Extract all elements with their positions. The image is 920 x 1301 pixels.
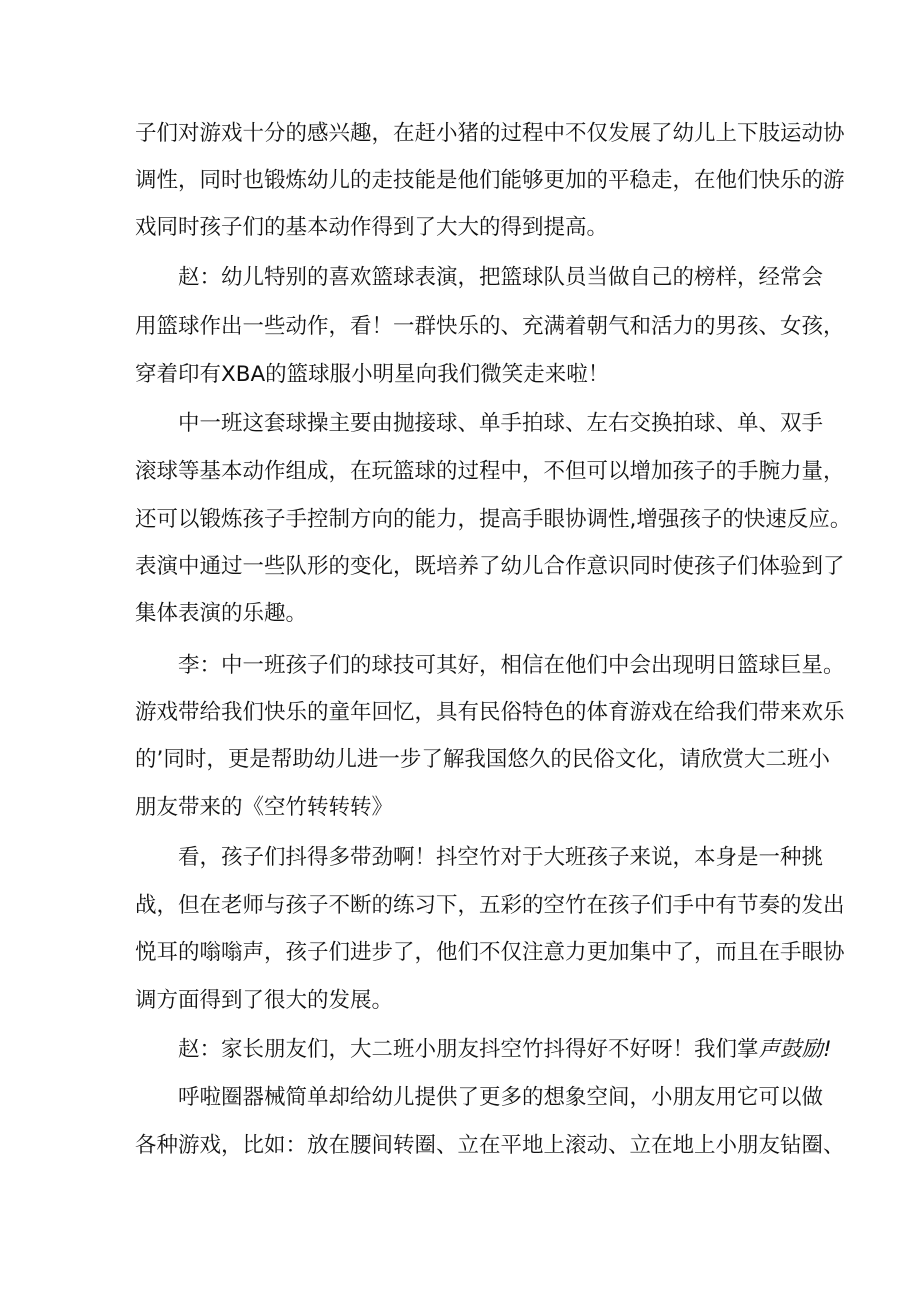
- paragraph-text: 赵：家长朋友们，大二班小朋友抖空竹抖得好不好呀！我们掌: [178, 1037, 759, 1062]
- paragraph-line: 悦耳的嗡嗡声，孩子们进步了，他们不仅注意力更加集中了，而且在手眼协: [135, 940, 845, 965]
- paragraph-line: 战，但在老师与孩子不断的练习下，五彩的空竹在孩子们手中有节奏的发出: [135, 893, 845, 918]
- paragraph-line: 用篮球作出一些动作，看！一群快乐的、充满着朝气和活力的男孩、女孩，: [135, 314, 845, 339]
- paragraph-line: 朋友带来的《空竹转转转》: [135, 795, 394, 820]
- paragraph-line: 还可以锻炼孩子手控制方向的能力，提高手眼协调性,增强孩子的快速反应。: [135, 507, 852, 532]
- paragraph-line: 调性，同时也锻炼幼儿的走技能是他们能够更加的平稳走，在他们快乐的游: [135, 168, 845, 193]
- paragraph-line: 看，孩子们抖得多带劲啊！抖空竹对于大班孩子来说，本身是一种挑: [178, 845, 824, 870]
- paragraph-line: 穿着印有XBA的篮球服小明星向我们微笑走来啦！: [135, 362, 610, 387]
- paragraph-line: 中一班这套球操主要由抛接球、单手拍球、左右交换拍球、单、双手: [178, 411, 824, 436]
- paragraph-line: 滚球等基本动作组成，在玩篮球的过程中，不但可以增加孩子的手腕力量，: [135, 459, 845, 484]
- paragraph-line: 子们对游戏十分的感兴趣，在赶小猪的过程中不仅发展了幼儿上下肢运动协: [135, 121, 845, 146]
- paragraph-line: 集体表演的乐趣。: [135, 601, 308, 626]
- paragraph-line: [178, 1036, 832, 1064]
- emphasis-text: 声鼓励!: [758, 1037, 832, 1062]
- paragraph-line: 调方面得到了很大的发展。: [135, 988, 394, 1013]
- paragraph-line: 李：中一班孩子们的球技可其好，相信在他们中会出现明日篮球巨星。: [178, 653, 845, 678]
- paragraph-line: 各种游戏，比如：放在腰间转圈、立在平地上滚动、立在地上小朋友钻圈、: [135, 1133, 845, 1158]
- paragraph-line: 游戏带给我们快乐的童年回忆，具有民俗特色的体育游戏在给我们带来欢乐: [135, 700, 845, 725]
- paragraph-line: 的’同时，更是帮助幼儿进一步了解我国悠久的民俗文化，请欣赏大二班小: [135, 747, 830, 772]
- paragraph-line: 表演中通过一些队形的变化，既培养了幼儿合作意识同时使孩子们体验到了: [135, 554, 845, 579]
- paragraph-line: 戏同时孩子们的基本动作得到了大大的得到提高。: [135, 215, 609, 240]
- paragraph-line: 赵：幼儿特别的喜欢篮球表演，把篮球队员当做自己的榜样，经常会: [178, 265, 824, 290]
- paragraph-line: 呼啦圈器械简单却给幼儿提供了更多的想象空间，小朋友用它可以做: [178, 1085, 824, 1110]
